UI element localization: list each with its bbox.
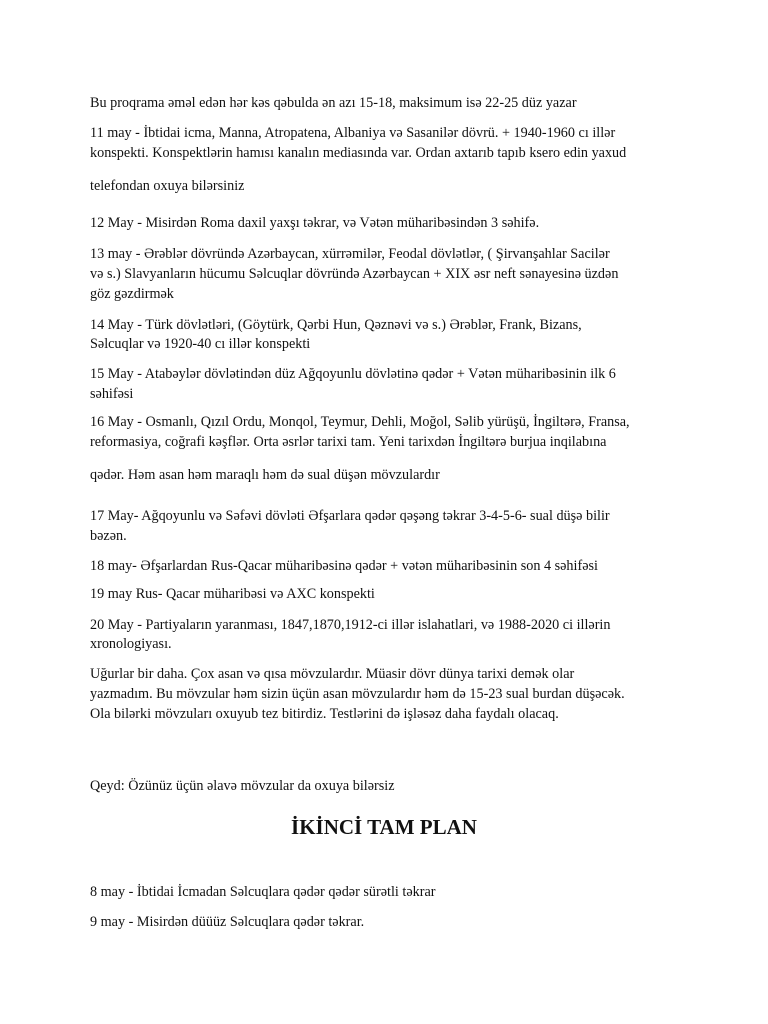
day-17-may-line-2: bəzən. [90, 528, 127, 544]
closing-text-line-3: Ola bilərki mövzuları oxuyub tez bitirdiz. Testlərini də işləsəz daha faydalı olacaq. [90, 706, 559, 722]
day-16-may-line-1: 16 May - Osmanlı, Qızıl Ordu, Monqol, Teymur, Dehli, Moğol, Səlib yürüşü, İngiltərə, Fransa, [90, 414, 630, 430]
day-16-may-line-2: reformasiya, coğrafi kəşflər. Orta əsrlər tarixi tam. Yeni tarixdən İngiltərə burjua inqilabına [90, 434, 607, 450]
closing-text-line-2: yazmadım. Bu mövzular həm sizin üçün asan mövzulardır həm də 15-23 sual burdan düşəcək. [90, 686, 625, 702]
day-20-may-line-1: 20 May - Partiyaların yaranması, 1847,1870,1912-ci illər islahatlari, və 1988-2020 ci illərin [90, 617, 611, 633]
second-plan-title: İKİNCİ TAM PLAN [291, 815, 477, 839]
day-11-may-line-3: telefondan oxuya bilərsiniz [90, 178, 245, 194]
day-9-may: 9 may - Misirdən düüüz Səlcuqlara qədər təkrar. [90, 914, 365, 930]
day-20-may-line-2: xronologiyası. [90, 636, 172, 652]
day-19-may: 19 may Rus- Qacar müharibəsi və AXC konspekti [90, 586, 375, 602]
day-15-may-line-1: 15 May - Atabəylər dövlətindən düz Ağqoyunlu dövlətinə qədər + Vətən müharibəsinin ilk 6 [90, 366, 616, 382]
day-17-may-line-1: 17 May- Ağqoyunlu və Səfəvi dövləti Əfşarlara qədər qəşəng təkrar 3-4-5-6- sual düşə bilir [90, 508, 610, 524]
day-14-may-line-1: 14 May - Türk dövlətləri, (Göytürk, Qərbi Hun, Qəznəvi və s.) Ərəblər, Frank, Bizans, [90, 317, 582, 333]
day-13-may-line-1: 13 may - Ərəblər dövründə Azərbaycan, xürrəmilər, Feodal dövlətlər, ( Şirvanşahlar Sacilər [90, 246, 610, 262]
day-15-may-line-2: səhifəsi [90, 386, 134, 402]
closing-text-line-1: Uğurlar bir daha. Çox asan və qısa mövzulardır. Müasir dövr dünya tarixi demək olar [90, 666, 575, 682]
note-text: Qeyd: Özünüz üçün əlavə mövzular da oxuya bilərsiz [90, 778, 395, 794]
day-18-may: 18 may- Əfşarlardan Rus-Qacar müharibəsinə qədər + vətən müharibəsinin son 4 səhifəsi [90, 558, 598, 574]
day-8-may: 8 may - İbtidai İcmadan Səlcuqlara qədər qədər sürətli təkrar [90, 884, 436, 900]
day-11-may-line-2: konspekti. Konspektlərin hamısı kanalın mediasında var. Ordan axtarıb tapıb ksero edin yaxud [90, 145, 627, 161]
intro-text: Bu proqrama əməl edən hər kəs qəbulda ən azı 15-18, maksimum isə 22-25 düz yazar [90, 95, 577, 111]
day-13-may-line-2: və s.) Slavyanların hücumu Səlcuqlar dövründə Azərbaycan + XIX əsr neft sənayesinə üzdən [90, 266, 619, 282]
day-13-may-line-3: göz gəzdirmək [90, 286, 174, 302]
day-12-may: 12 May - Misirdən Roma daxil yaxşı təkrar, və Vətən müharibəsindən 3 səhifə. [90, 215, 540, 231]
day-11-may-line-1: 11 may - İbtidai icma, Manna, Atropatena, Albaniya və Sasanilər dövrü. + 1940-1960 cı illər [90, 125, 616, 141]
day-14-may-line-2: Səlcuqlar və 1920-40 cı illər konspekti [90, 336, 311, 352]
day-16-may-line-3: qədər. Həm asan həm maraqlı həm də sual düşən mövzulardır [90, 467, 440, 483]
